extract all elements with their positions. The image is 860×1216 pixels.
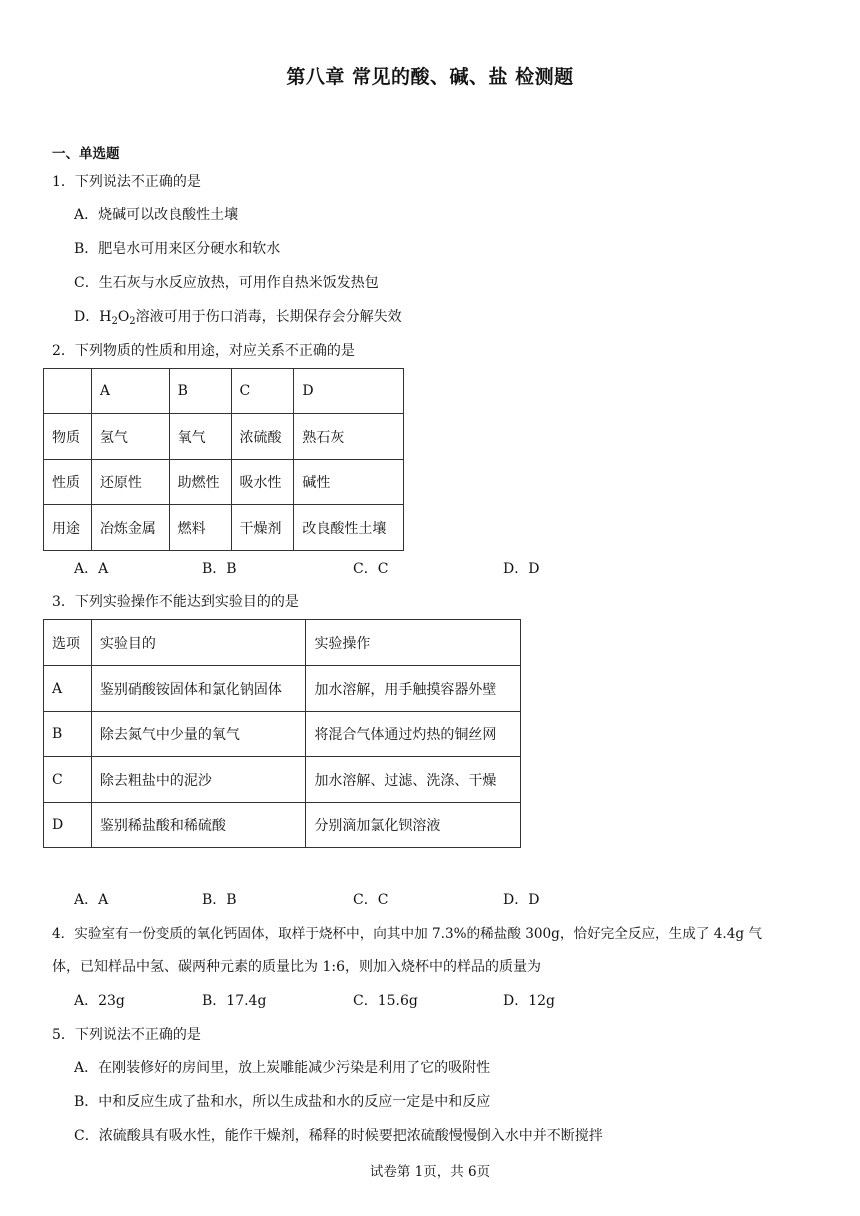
table-cell: 加水溶解、过滤、洗涤、干燥 [306, 757, 521, 803]
question-5-option-a: A．在刚装修好的房间里，放上炭雕能减少污染是利用了它的吸附性 [74, 1060, 491, 1076]
table-cell: 浓硫酸 [231, 414, 294, 460]
table-cell: B [44, 712, 92, 757]
question-3-option-b: B．B [202, 892, 237, 908]
question-3-option-a: A．A [74, 892, 109, 908]
question-4-stem-line1: 4．实验室有一份变质的氧化钙固体，取样于烧杯中，向其中加 7.3%的稀盐酸 300g，恰好完全反应，生成了 4.4g 气 [52, 926, 762, 942]
table-cell: A [91, 369, 169, 414]
table-cell: 选项 [44, 620, 92, 666]
question-3-option-c: C．C [353, 892, 389, 908]
table-cell: 除去氮气中少量的氧气 [91, 712, 306, 757]
table-cell: 干燥剂 [231, 505, 294, 551]
question-1-option-c: C．生石灰与水反应放热，可用作自热米饭发热包 [74, 275, 379, 291]
table-cell: 燃料 [169, 505, 231, 551]
question-2-option-d: D．D [503, 561, 540, 577]
section-heading: 一、单选题 [52, 146, 120, 162]
table-cell: 用途 [44, 505, 92, 551]
table-cell: 助燃性 [169, 460, 231, 505]
table-cell: D [294, 369, 404, 414]
table-cell: 氧气 [169, 414, 231, 460]
table-cell: 还原性 [91, 460, 169, 505]
page-title: 第八章 常见的酸、碱、盐 检测题 [286, 66, 574, 88]
table-cell: 分别滴加氯化钡溶液 [306, 803, 521, 848]
question-3-table [43, 619, 521, 848]
table-cell: 改良酸性土壤 [294, 505, 404, 551]
question-2-option-b: B．B [202, 561, 237, 577]
question-1-option-b: B．肥皂水可用来区分硬水和软水 [74, 241, 281, 257]
table-cell: 实验目的 [91, 620, 306, 666]
question-2-option-a: A．A [74, 561, 109, 577]
question-1-option-d: D．$H_2O_2$溶液可用于伤口消毒，长期保存会分解失效 [74, 309, 402, 327]
table-cell: B [169, 369, 231, 414]
question-4-stem-line2: 体，已知样品中氢、碳两种元素的质量比为 1:6，则加入烧杯中的样品的质量为 [52, 959, 541, 975]
question-3-option-d: D．D [503, 892, 540, 908]
question-2-table [43, 368, 404, 551]
table-cell: 物质 [44, 414, 92, 460]
table-cell: C [44, 757, 92, 803]
table-cell: 将混合气体通过灼热的铜丝网 [306, 712, 521, 757]
table-cell: 熟石灰 [294, 414, 404, 460]
question-5-option-c: C．浓硫酸具有吸水性，能作干燥剂，稀释的时候要把浓硫酸慢慢倒入水中并不断搅拌 [74, 1128, 603, 1144]
question-1-option-a: A．烧碱可以改良酸性土壤 [74, 207, 239, 223]
table-cell: 性质 [44, 460, 92, 505]
question-2-option-c: C．C [353, 561, 389, 577]
page-footer: 试卷第 1页，共 6页 [369, 1164, 491, 1180]
table-cell: D [44, 803, 92, 848]
question-4-option-b: B．17.4g [202, 993, 267, 1009]
question-4-option-a: A．23g [74, 993, 125, 1009]
table-cell: 冶炼金属 [91, 505, 169, 551]
table-cell: 鉴别硝酸铵固体和氯化钠固体 [91, 666, 306, 712]
table-cell: 鉴别稀盐酸和稀硫酸 [91, 803, 306, 848]
table-cell: A [44, 666, 92, 712]
question-5-stem: 5．下列说法不正确的是 [52, 1027, 201, 1043]
table-cell: 吸水性 [231, 460, 294, 505]
question-4-option-d: D．12g [503, 993, 556, 1009]
question-4-option-c: C．15.6g [353, 993, 418, 1009]
table-cell: 氢气 [91, 414, 169, 460]
question-2-stem: 2．下列物质的性质和用途，对应关系不正确的是 [52, 343, 355, 359]
question-1-stem: 1．下列说法不正确的是 [52, 174, 201, 190]
table-cell: 加水溶解，用手触摸容器外壁 [306, 666, 521, 712]
table-cell: 实验操作 [306, 620, 521, 666]
question-5-option-b: B．中和反应生成了盐和水，所以生成盐和水的反应一定是中和反应 [74, 1094, 491, 1110]
table-cell: C [231, 369, 294, 414]
table-cell: 碱性 [294, 460, 404, 505]
table-cell [44, 369, 92, 414]
table-cell: 除去粗盐中的泥沙 [91, 757, 306, 803]
question-3-stem: 3．下列实验操作不能达到实验目的的是 [52, 594, 299, 610]
